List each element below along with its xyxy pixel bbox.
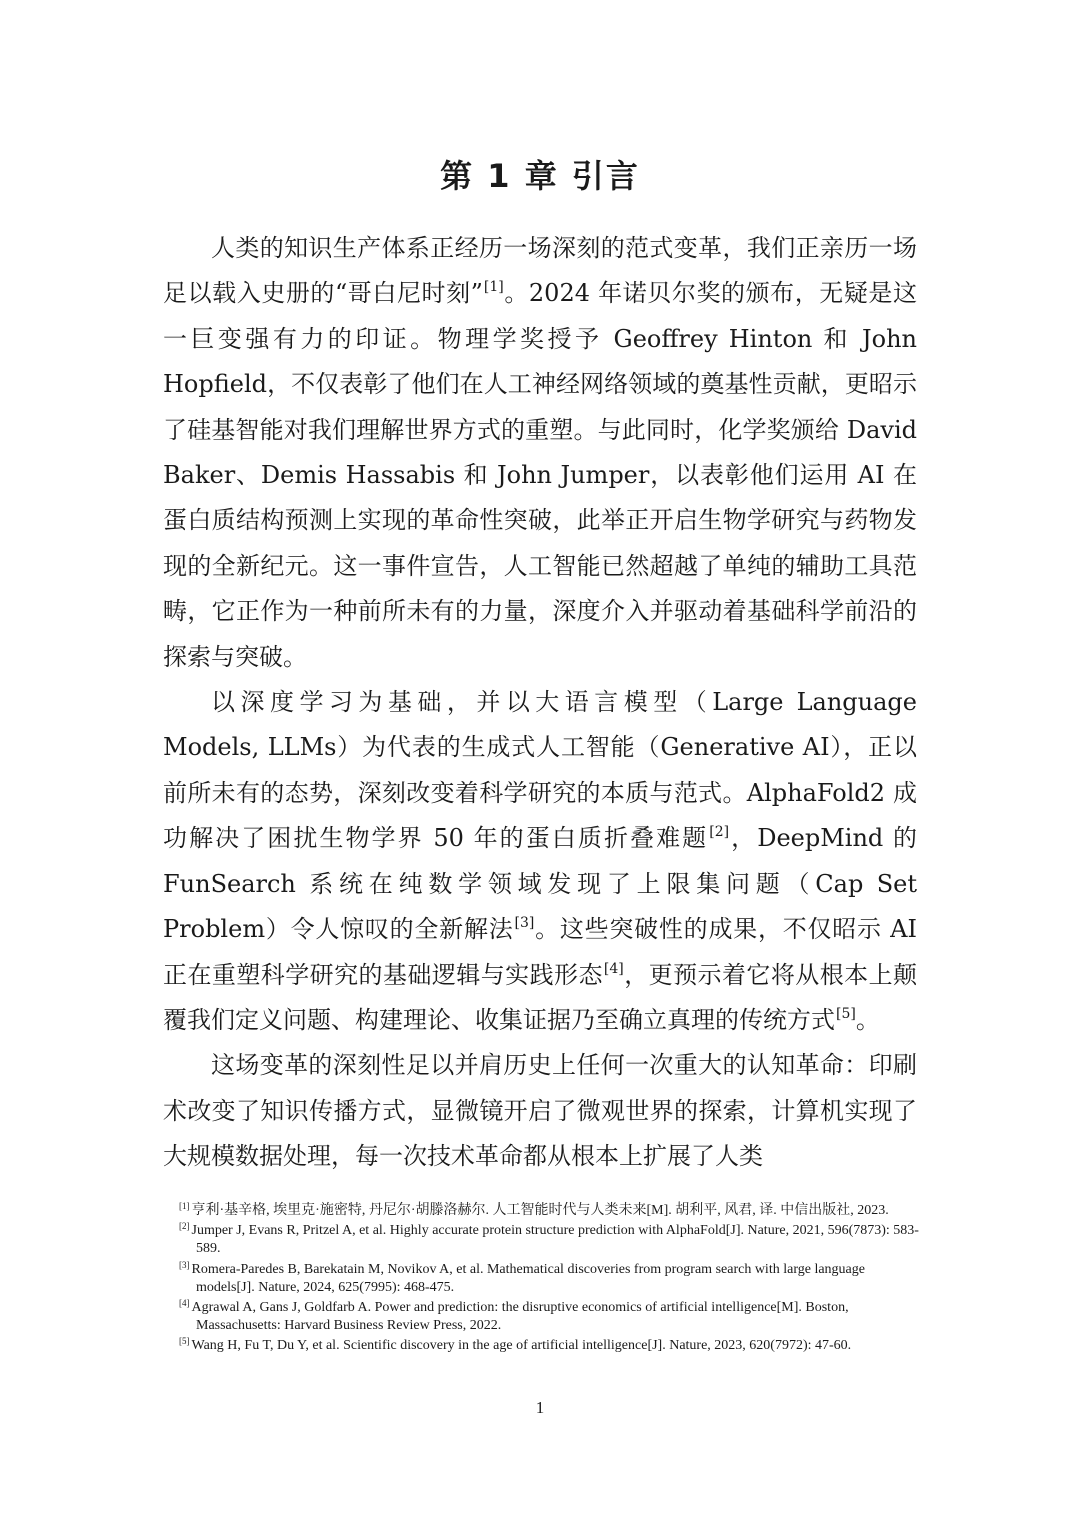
footnote-number: [2] (179, 1221, 190, 1232)
paragraph-text: 以深度学习为基础，并以大语言模型（Large Language Models, LLMs）为代表的生成式人工智能（Generative AI），正以前所未有的态势，深刻改变着科学研究的本质与范式。AlphaFold2 成功解决了困扰生物学界 50 年的蛋白质折叠难题 (163, 688, 917, 853)
footnote-item (163, 1299, 923, 1335)
footnote-number: [3] (179, 1259, 190, 1270)
paragraph-text: 这场变革的深刻性足以并肩历史上任何一次重大的认知革命：印刷术改变了知识传播方式，显微镜开启了微观世界的探索，计算机实现了大规模数据处理，每一次技术革命都从根本上扩展了人类 (163, 1051, 917, 1171)
paragraph-text: 。这些突破性的成果，不仅昭示 AI 正在重塑科学研究的基础逻辑与实践形态 (163, 915, 917, 989)
body-paragraph (163, 1043, 917, 1179)
footnote-number: [5] (179, 1336, 190, 1347)
body-paragraph (163, 680, 917, 1043)
paragraph-text: ，DeepMind 的 FunSearch 系统在纯数学领域发现了上限集问题（Cap Set Problem）令人惊叹的全新解法 (163, 824, 917, 944)
paragraph-text: ，更预示着它将从根本上颠覆我们定义问题、构建理论、收集证据乃至确立真理的传统方式 (163, 960, 918, 1034)
citation-ref[interactable]: [5] (836, 1005, 856, 1022)
footnote-text: Wang H, Fu T, Du Y, et al. Scientific discovery in the age of artificial intelligence[J]. Nature, 2023, 620(7972): 47-60. (191, 1338, 852, 1354)
citation-ref[interactable]: [2] (709, 824, 730, 841)
footnote-text: 亨利·基辛格, 埃里克·施密特, 丹尼尔·胡滕洛赫尔. 人工智能时代与人类未来[M]. 胡利平, 风君, 译. 中信出版社, 2023. (191, 1203, 889, 1218)
chapter-title: 第 1 章 引言 (440, 157, 640, 195)
paragraph-text: 。2024 年诺贝尔奖的颁布，无疑是这一巨变强有力的印证。物理学奖授予 Geoffrey Hinton 和 John Hopfield，不仅表彰了他们在人工神经网络领域的奠基性贡献，更昭示了硅基智能对我们理解世界方式的重塑。与此同时，化学奖颁给 David Baker、Demis Hassabis 和 John Jumper，以表彰他们运用 AI 在蛋白质结构预测上实现的革命性突破，此举正开启生物学研究与药物发现的全新纪元。这一事件宣告，人工智能已然超越了单纯的辅助工具范畴，它正作为一种前所未有的力量，深度介入并驱动着基础科学前沿的探索与突破。 (163, 279, 917, 671)
footnote-item (163, 1337, 923, 1355)
citation-ref[interactable]: [3] (514, 915, 535, 932)
footnote-text: Agrawal A, Gans J, Goldfarb A. Power and prediction: the disruptive economics of artificial intelligence[M]. Boston, Massachusetts: Harvard Business Review Press, 2022. (191, 1300, 849, 1334)
footnote-item (163, 1222, 923, 1258)
footnote-text: Romera-Paredes B, Barekatain M, Novikov A, et al. Mathematical discoveries from program search with large language models[J]. Nature, 2024, 625(7995): 468-475. (191, 1261, 865, 1295)
citation-ref[interactable]: [1] (483, 279, 504, 296)
footnote-number: [1] (179, 1201, 190, 1211)
footnotes (163, 1202, 923, 1358)
paragraph-text: 人类的知识生产体系正经历一场深刻的范式变革，我们正亲历一场足以载入史册的“哥白尼时刻” (163, 234, 917, 308)
footnote-number: [4] (179, 1298, 190, 1309)
body-paragraph (163, 226, 917, 680)
body-text (163, 226, 917, 1180)
footnote-item (163, 1261, 923, 1297)
citation-ref[interactable]: [4] (603, 960, 624, 977)
footnote-text: Jumper J, Evans R, Pritzel A, et al. Highly accurate protein structure prediction with AlphaFold[J]. Nature, 2021, 596(7873): 583-589. (191, 1223, 919, 1257)
page-number: 1 (535, 1398, 545, 1417)
paragraph-text: 。 (855, 1005, 880, 1034)
footnote-item (163, 1202, 923, 1220)
